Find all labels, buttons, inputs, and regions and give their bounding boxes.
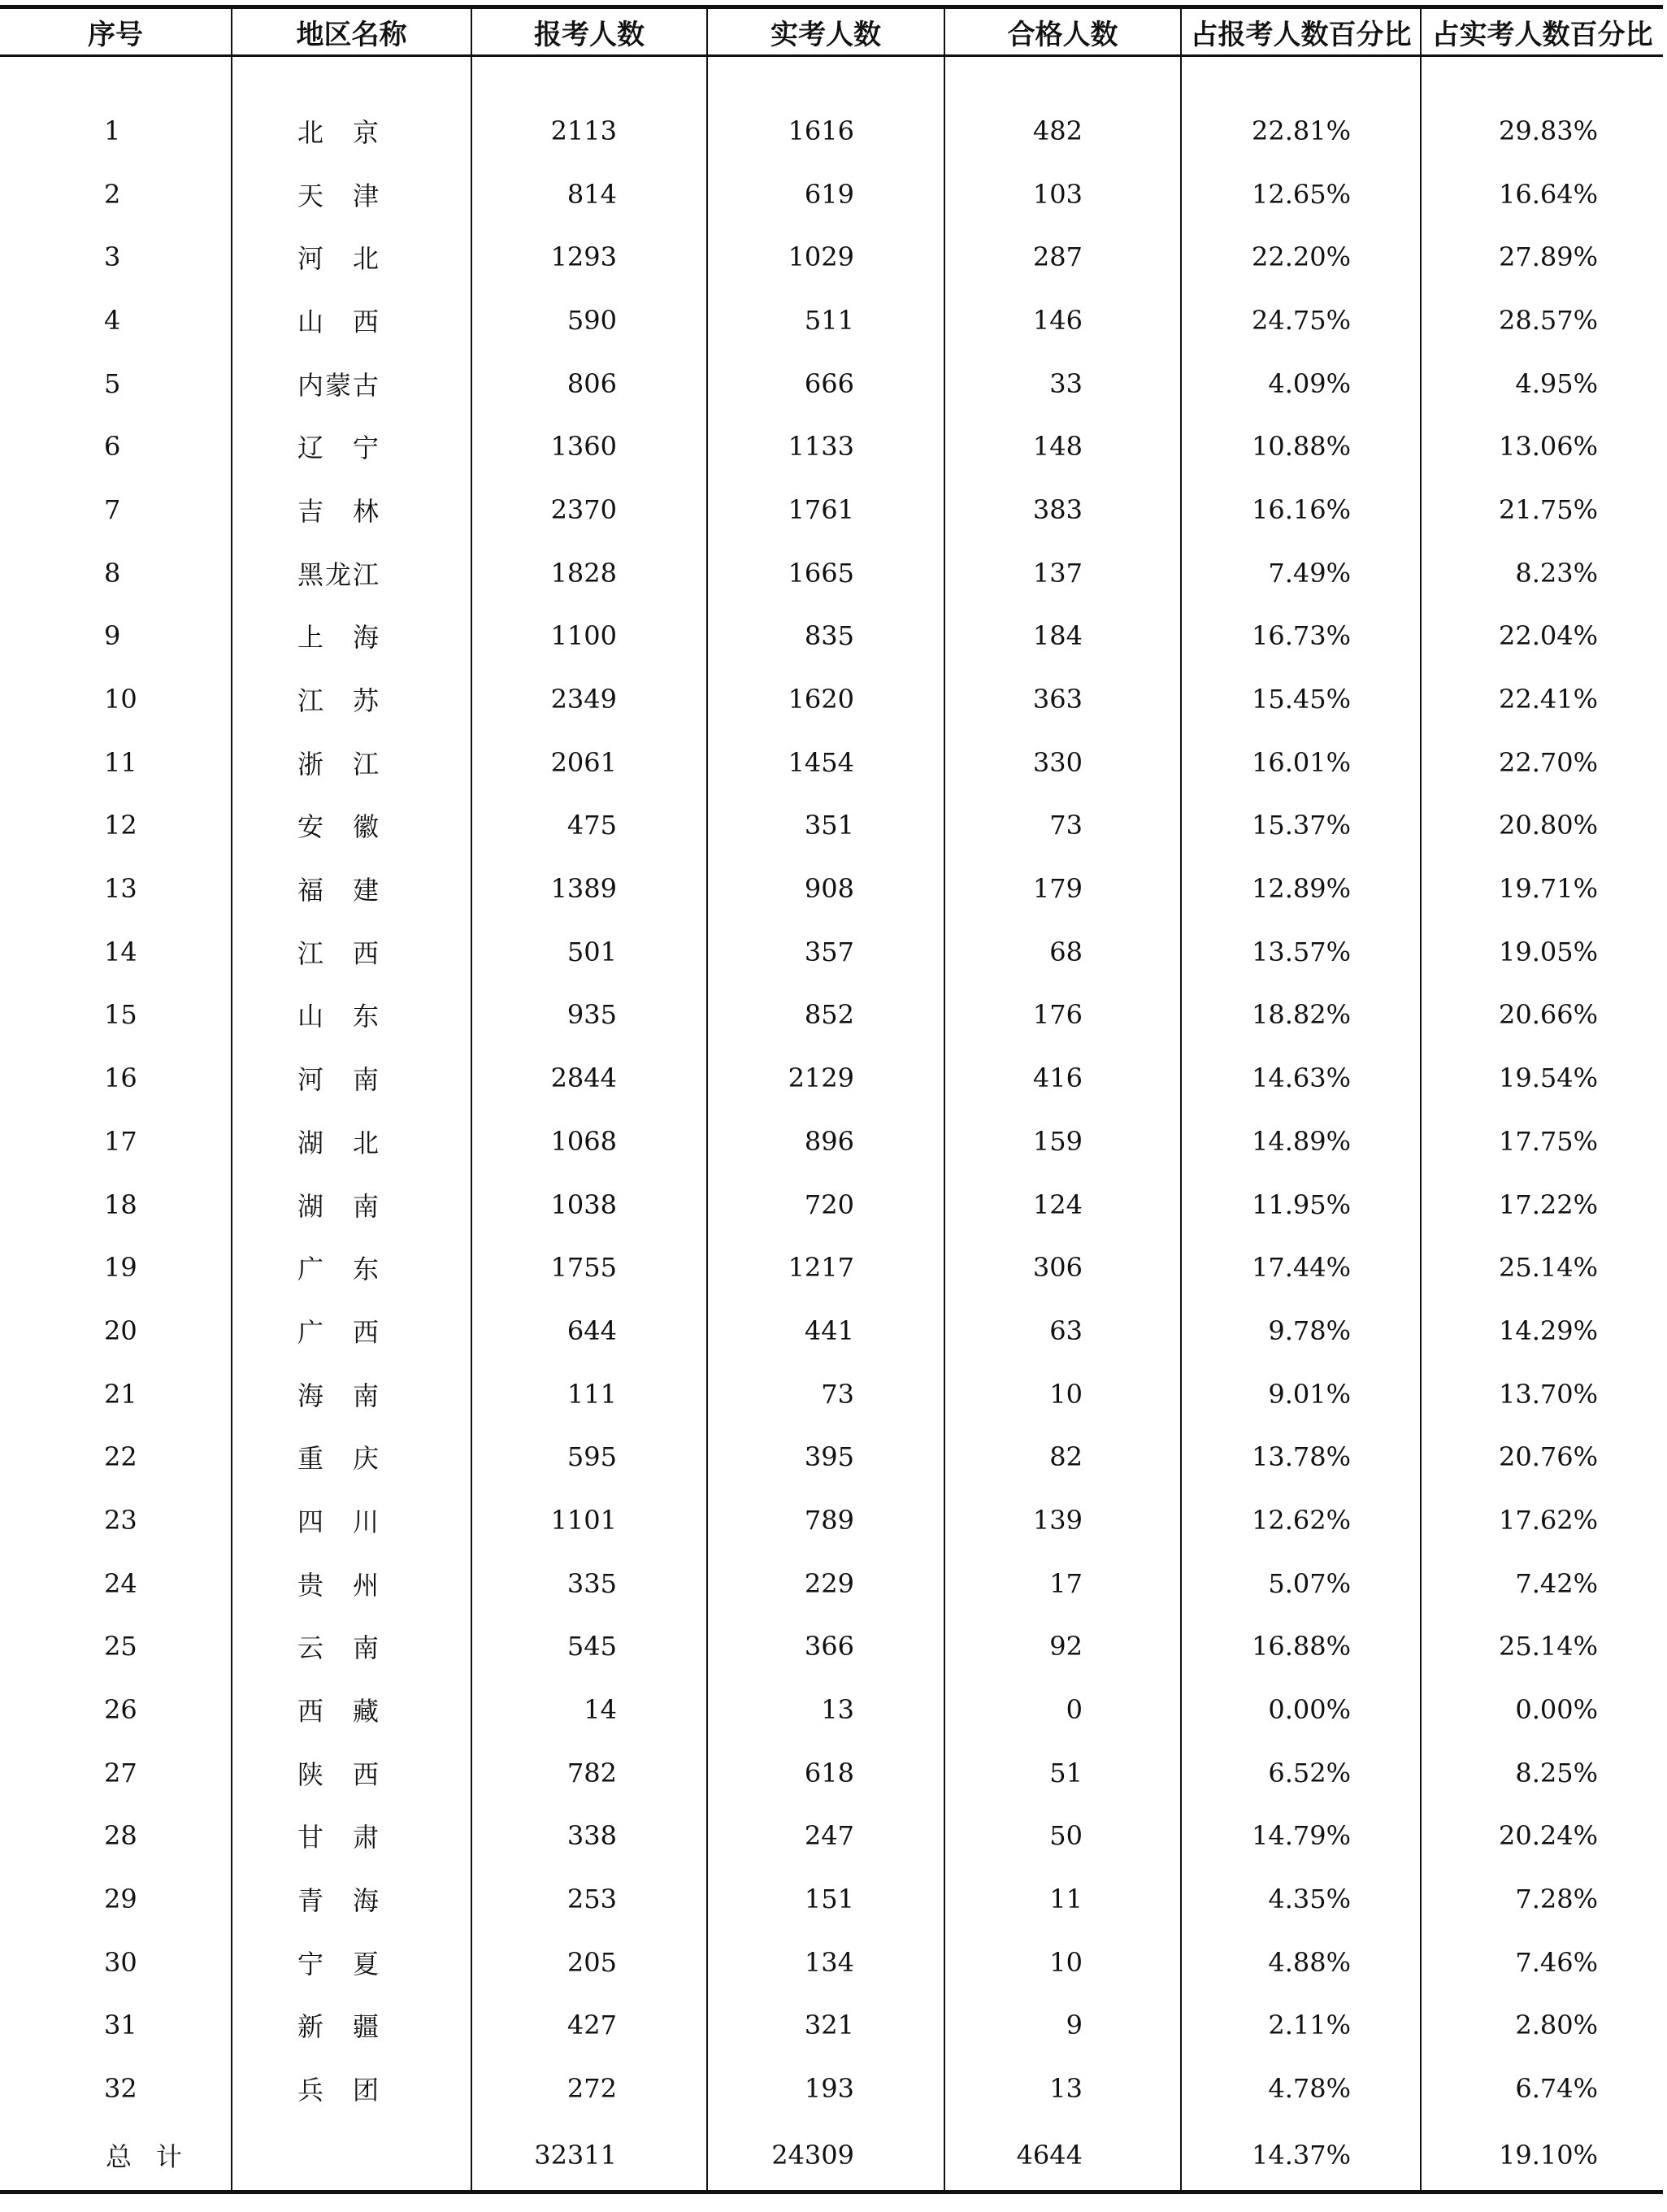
cell-pct-of-registered: 15.37% xyxy=(1181,794,1421,858)
cell-registered-count: 1101 xyxy=(471,1488,707,1552)
cell-pct-of-attended: 17.75% xyxy=(1421,1110,1663,1173)
cell-qualified-count: 9 xyxy=(944,1994,1181,2058)
cell-pct-of-attended: 4.95% xyxy=(1421,352,1663,415)
cell-registered-count: 2349 xyxy=(471,667,707,731)
cell-registered-count: 2061 xyxy=(471,731,707,794)
cell-pct-of-attended: 25.14% xyxy=(1421,1236,1663,1299)
table-row xyxy=(0,478,1663,541)
cell-region-name: 福 建 xyxy=(232,857,471,920)
cell-attended-count: 193 xyxy=(707,2057,944,2120)
cell-region-name: 西 藏 xyxy=(232,1678,471,1741)
cell-pct-of-registered: 9.01% xyxy=(1181,1362,1421,1426)
cell-pct-of-registered: 4.88% xyxy=(1181,1931,1421,1994)
cell-pct-of-attended: 14.29% xyxy=(1421,1299,1663,1362)
cell-attended-count: 1133 xyxy=(707,415,944,478)
table-row xyxy=(0,794,1663,858)
cell-attended-count: 2129 xyxy=(707,1046,944,1110)
table-row xyxy=(0,1931,1663,1994)
table-row xyxy=(0,1994,1663,2058)
cell-registered-count: 1068 xyxy=(471,1110,707,1173)
cell-attended-count: 789 xyxy=(707,1488,944,1552)
total-attended-count: 24309 xyxy=(707,2120,944,2192)
cell-region-name: 湖 北 xyxy=(232,1110,471,1173)
cell-qualified-count: 82 xyxy=(944,1425,1181,1488)
cell-pct-of-attended: 6.74% xyxy=(1421,2057,1663,2120)
cell-serial-number: 17 xyxy=(0,1110,232,1173)
header-row xyxy=(0,7,1663,56)
cell-pct-of-registered: 24.75% xyxy=(1181,289,1421,352)
header-attended-count: 实考人数 xyxy=(707,7,944,56)
cell-qualified-count: 416 xyxy=(944,1046,1181,1110)
cell-registered-count: 2844 xyxy=(471,1046,707,1110)
table-row xyxy=(0,225,1663,289)
cell-serial-number: 3 xyxy=(0,225,232,289)
cell-registered-count: 590 xyxy=(471,289,707,352)
cell-pct-of-registered: 12.65% xyxy=(1181,163,1421,226)
cell-pct-of-registered: 14.63% xyxy=(1181,1046,1421,1110)
cell-qualified-count: 306 xyxy=(944,1236,1181,1299)
table-row xyxy=(0,1552,1663,1615)
cell-pct-of-attended: 13.06% xyxy=(1421,415,1663,478)
total-pct-of-attended: 19.10% xyxy=(1421,2120,1663,2192)
cell-serial-number: 22 xyxy=(0,1425,232,1488)
cell-attended-count: 720 xyxy=(707,1173,944,1236)
cell-serial-number: 30 xyxy=(0,1931,232,1994)
cell-qualified-count: 92 xyxy=(944,1615,1181,1679)
table-row xyxy=(0,984,1663,1047)
cell-qualified-count: 63 xyxy=(944,1299,1181,1362)
cell-registered-count: 14 xyxy=(471,1678,707,1741)
cell-registered-count: 1100 xyxy=(471,605,707,668)
cell-serial-number: 6 xyxy=(0,415,232,478)
cell-serial-number: 21 xyxy=(0,1362,232,1426)
cell-pct-of-registered: 0.00% xyxy=(1181,1678,1421,1741)
cell-serial-number: 23 xyxy=(0,1488,232,1552)
cell-pct-of-attended: 8.25% xyxy=(1421,1741,1663,1805)
cell-registered-count: 1360 xyxy=(471,415,707,478)
cell-registered-count: 595 xyxy=(471,1425,707,1488)
exam-results-table xyxy=(0,5,1663,2194)
table-row xyxy=(0,667,1663,731)
cell-attended-count: 852 xyxy=(707,984,944,1047)
cell-pct-of-attended: 19.05% xyxy=(1421,920,1663,984)
cell-region-name: 吉 林 xyxy=(232,478,471,541)
cell-attended-count: 1029 xyxy=(707,225,944,289)
cell-region-name: 辽 宁 xyxy=(232,415,471,478)
spacer-row xyxy=(0,56,1663,100)
table-row xyxy=(0,857,1663,920)
table-row xyxy=(0,1678,1663,1741)
cell-serial-number: 28 xyxy=(0,1805,232,1868)
cell-qualified-count: 330 xyxy=(944,731,1181,794)
cell-pct-of-attended: 19.71% xyxy=(1421,857,1663,920)
cell-qualified-count: 383 xyxy=(944,478,1181,541)
cell-pct-of-attended: 20.66% xyxy=(1421,984,1663,1047)
cell-registered-count: 2370 xyxy=(471,478,707,541)
cell-attended-count: 619 xyxy=(707,163,944,226)
cell-region-name: 青 海 xyxy=(232,1867,471,1931)
cell-qualified-count: 0 xyxy=(944,1678,1181,1741)
header-pct-of-attended: 占实考人数百分比 xyxy=(1421,7,1663,56)
cell-pct-of-registered: 4.35% xyxy=(1181,1867,1421,1931)
cell-serial-number: 27 xyxy=(0,1741,232,1805)
cell-qualified-count: 11 xyxy=(944,1867,1181,1931)
cell-pct-of-attended: 8.23% xyxy=(1421,541,1663,605)
cell-region-name: 宁 夏 xyxy=(232,1931,471,1994)
cell-registered-count: 545 xyxy=(471,1615,707,1679)
cell-pct-of-attended: 19.54% xyxy=(1421,1046,1663,1110)
cell-region-name: 黑龙江 xyxy=(232,541,471,605)
table-row xyxy=(0,731,1663,794)
cell-pct-of-attended: 27.89% xyxy=(1421,225,1663,289)
cell-qualified-count: 13 xyxy=(944,2057,1181,2120)
cell-pct-of-registered: 6.52% xyxy=(1181,1741,1421,1805)
cell-region-name: 云 南 xyxy=(232,1615,471,1679)
cell-attended-count: 351 xyxy=(707,794,944,858)
cell-qualified-count: 51 xyxy=(944,1741,1181,1805)
cell-qualified-count: 482 xyxy=(944,99,1181,163)
cell-registered-count: 782 xyxy=(471,1741,707,1805)
cell-registered-count: 427 xyxy=(471,1994,707,2058)
cell-registered-count: 1389 xyxy=(471,857,707,920)
cell-registered-count: 475 xyxy=(471,794,707,858)
cell-pct-of-registered: 22.81% xyxy=(1181,99,1421,163)
cell-region-name: 海 南 xyxy=(232,1362,471,1426)
cell-pct-of-registered: 4.09% xyxy=(1181,352,1421,415)
cell-pct-of-attended: 7.42% xyxy=(1421,1552,1663,1615)
cell-qualified-count: 137 xyxy=(944,541,1181,605)
cell-attended-count: 908 xyxy=(707,857,944,920)
cell-attended-count: 13 xyxy=(707,1678,944,1741)
cell-registered-count: 253 xyxy=(471,1867,707,1931)
cell-registered-count: 935 xyxy=(471,984,707,1047)
cell-attended-count: 1665 xyxy=(707,541,944,605)
cell-region-name: 广 东 xyxy=(232,1236,471,1299)
cell-attended-count: 511 xyxy=(707,289,944,352)
cell-serial-number: 25 xyxy=(0,1615,232,1679)
cell-registered-count: 1293 xyxy=(471,225,707,289)
cell-registered-count: 1828 xyxy=(471,541,707,605)
cell-qualified-count: 179 xyxy=(944,857,1181,920)
cell-qualified-count: 184 xyxy=(944,605,1181,668)
table-row xyxy=(0,352,1663,415)
cell-registered-count: 1038 xyxy=(471,1173,707,1236)
table-row xyxy=(0,2057,1663,2120)
cell-registered-count: 2113 xyxy=(471,99,707,163)
cell-pct-of-attended: 29.83% xyxy=(1421,99,1663,163)
total-label: 总计 xyxy=(0,2120,232,2192)
cell-qualified-count: 33 xyxy=(944,352,1181,415)
cell-region-name: 重 庆 xyxy=(232,1425,471,1488)
cell-serial-number: 14 xyxy=(0,920,232,984)
table-row xyxy=(0,289,1663,352)
cell-qualified-count: 124 xyxy=(944,1173,1181,1236)
cell-pct-of-registered: 13.78% xyxy=(1181,1425,1421,1488)
table-row xyxy=(0,99,1663,163)
cell-serial-number: 5 xyxy=(0,352,232,415)
cell-registered-count: 814 xyxy=(471,163,707,226)
cell-pct-of-attended: 17.22% xyxy=(1421,1173,1663,1236)
cell-attended-count: 134 xyxy=(707,1931,944,1994)
cell-serial-number: 10 xyxy=(0,667,232,731)
cell-serial-number: 29 xyxy=(0,1867,232,1931)
cell-pct-of-registered: 14.79% xyxy=(1181,1805,1421,1868)
table-row xyxy=(0,1867,1663,1931)
table-row xyxy=(0,1805,1663,1868)
cell-pct-of-registered: 2.11% xyxy=(1181,1994,1421,2058)
cell-qualified-count: 363 xyxy=(944,667,1181,731)
cell-attended-count: 73 xyxy=(707,1362,944,1426)
cell-attended-count: 666 xyxy=(707,352,944,415)
table-row xyxy=(0,541,1663,605)
cell-registered-count: 205 xyxy=(471,1931,707,1994)
table-row xyxy=(0,1173,1663,1236)
cell-pct-of-attended: 17.62% xyxy=(1421,1488,1663,1552)
cell-serial-number: 4 xyxy=(0,289,232,352)
cell-region-name: 陕 西 xyxy=(232,1741,471,1805)
cell-pct-of-registered: 22.20% xyxy=(1181,225,1421,289)
cell-serial-number: 26 xyxy=(0,1678,232,1741)
cell-attended-count: 1761 xyxy=(707,478,944,541)
cell-region-name: 内蒙古 xyxy=(232,352,471,415)
cell-pct-of-registered: 16.73% xyxy=(1181,605,1421,668)
cell-registered-count: 1755 xyxy=(471,1236,707,1299)
cell-pct-of-attended: 21.75% xyxy=(1421,478,1663,541)
cell-qualified-count: 50 xyxy=(944,1805,1181,1868)
cell-qualified-count: 148 xyxy=(944,415,1181,478)
cell-pct-of-registered: 7.49% xyxy=(1181,541,1421,605)
cell-attended-count: 835 xyxy=(707,605,944,668)
cell-pct-of-registered: 16.16% xyxy=(1181,478,1421,541)
cell-pct-of-attended: 16.64% xyxy=(1421,163,1663,226)
cell-qualified-count: 159 xyxy=(944,1110,1181,1173)
cell-serial-number: 9 xyxy=(0,605,232,668)
cell-pct-of-attended: 20.80% xyxy=(1421,794,1663,858)
cell-region-name: 河 南 xyxy=(232,1046,471,1110)
table-row xyxy=(0,1110,1663,1173)
cell-qualified-count: 103 xyxy=(944,163,1181,226)
table-row xyxy=(0,1488,1663,1552)
cell-pct-of-registered: 16.88% xyxy=(1181,1615,1421,1679)
cell-serial-number: 18 xyxy=(0,1173,232,1236)
cell-pct-of-registered: 14.89% xyxy=(1181,1110,1421,1173)
cell-region-name: 河 北 xyxy=(232,225,471,289)
cell-pct-of-registered: 15.45% xyxy=(1181,667,1421,731)
cell-qualified-count: 10 xyxy=(944,1931,1181,1994)
cell-pct-of-registered: 9.78% xyxy=(1181,1299,1421,1362)
cell-pct-of-registered: 4.78% xyxy=(1181,2057,1421,2120)
cell-region-name: 甘 肃 xyxy=(232,1805,471,1868)
table-body xyxy=(0,56,1663,2192)
cell-serial-number: 8 xyxy=(0,541,232,605)
header-pct-of-registered: 占报考人数百分比 xyxy=(1181,7,1421,56)
header-region-name: 地区名称 xyxy=(232,7,471,56)
cell-region-name: 四 川 xyxy=(232,1488,471,1552)
cell-attended-count: 366 xyxy=(707,1615,944,1679)
cell-registered-count: 335 xyxy=(471,1552,707,1615)
table-row xyxy=(0,415,1663,478)
cell-attended-count: 321 xyxy=(707,1994,944,2058)
cell-region-name: 湖 南 xyxy=(232,1173,471,1236)
cell-registered-count: 111 xyxy=(471,1362,707,1426)
cell-pct-of-registered: 12.89% xyxy=(1181,857,1421,920)
table-row xyxy=(0,163,1663,226)
cell-region-name: 江 苏 xyxy=(232,667,471,731)
cell-attended-count: 395 xyxy=(707,1425,944,1488)
header-serial-number: 序号 xyxy=(0,7,232,56)
cell-qualified-count: 176 xyxy=(944,984,1181,1047)
cell-qualified-count: 73 xyxy=(944,794,1181,858)
cell-pct-of-attended: 20.24% xyxy=(1421,1805,1663,1868)
cell-pct-of-attended: 2.80% xyxy=(1421,1994,1663,2058)
table-row xyxy=(0,1046,1663,1110)
cell-pct-of-attended: 20.76% xyxy=(1421,1425,1663,1488)
table-row xyxy=(0,920,1663,984)
cell-pct-of-attended: 7.46% xyxy=(1421,1931,1663,1994)
table-row xyxy=(0,605,1663,668)
header-registered-count: 报考人数 xyxy=(471,7,707,56)
cell-registered-count: 272 xyxy=(471,2057,707,2120)
total-pct-of-registered: 14.37% xyxy=(1181,2120,1421,2192)
cell-serial-number: 32 xyxy=(0,2057,232,2120)
table-row xyxy=(0,1615,1663,1679)
cell-region-name: 上 海 xyxy=(232,605,471,668)
cell-registered-count: 501 xyxy=(471,920,707,984)
cell-pct-of-attended: 13.70% xyxy=(1421,1362,1663,1426)
total-qualified-count: 4644 xyxy=(944,2120,1181,2192)
table-row xyxy=(0,1362,1663,1426)
cell-pct-of-registered: 18.82% xyxy=(1181,984,1421,1047)
cell-region-name: 山 西 xyxy=(232,289,471,352)
cell-registered-count: 338 xyxy=(471,1805,707,1868)
cell-pct-of-attended: 28.57% xyxy=(1421,289,1663,352)
cell-pct-of-registered: 16.01% xyxy=(1181,731,1421,794)
cell-region-name: 江 西 xyxy=(232,920,471,984)
cell-attended-count: 618 xyxy=(707,1741,944,1805)
table-header xyxy=(0,7,1663,56)
cell-region-name: 新 疆 xyxy=(232,1994,471,2058)
cell-pct-of-attended: 7.28% xyxy=(1421,1867,1663,1931)
cell-attended-count: 1217 xyxy=(707,1236,944,1299)
table-row xyxy=(0,1299,1663,1362)
cell-qualified-count: 10 xyxy=(944,1362,1181,1426)
total-region-empty xyxy=(232,2120,471,2192)
cell-serial-number: 20 xyxy=(0,1299,232,1362)
cell-serial-number: 19 xyxy=(0,1236,232,1299)
cell-attended-count: 247 xyxy=(707,1805,944,1868)
cell-serial-number: 15 xyxy=(0,984,232,1047)
table-row xyxy=(0,1425,1663,1488)
cell-attended-count: 151 xyxy=(707,1867,944,1931)
cell-pct-of-attended: 22.41% xyxy=(1421,667,1663,731)
cell-qualified-count: 146 xyxy=(944,289,1181,352)
cell-serial-number: 7 xyxy=(0,478,232,541)
table-row xyxy=(0,1236,1663,1299)
cell-serial-number: 31 xyxy=(0,1994,232,2058)
cell-qualified-count: 287 xyxy=(944,225,1181,289)
cell-attended-count: 1454 xyxy=(707,731,944,794)
header-qualified-count: 合格人数 xyxy=(944,7,1181,56)
cell-region-name: 天 津 xyxy=(232,163,471,226)
cell-qualified-count: 68 xyxy=(944,920,1181,984)
cell-pct-of-attended: 0.00% xyxy=(1421,1678,1663,1741)
cell-region-name: 浙 江 xyxy=(232,731,471,794)
cell-serial-number: 13 xyxy=(0,857,232,920)
cell-attended-count: 357 xyxy=(707,920,944,984)
cell-region-name: 广 西 xyxy=(232,1299,471,1362)
cell-region-name: 安 徽 xyxy=(232,794,471,858)
cell-attended-count: 229 xyxy=(707,1552,944,1615)
cell-serial-number: 2 xyxy=(0,163,232,226)
cell-pct-of-attended: 22.70% xyxy=(1421,731,1663,794)
cell-region-name: 贵 州 xyxy=(232,1552,471,1615)
cell-pct-of-registered: 13.57% xyxy=(1181,920,1421,984)
cell-registered-count: 644 xyxy=(471,1299,707,1362)
cell-serial-number: 24 xyxy=(0,1552,232,1615)
cell-serial-number: 16 xyxy=(0,1046,232,1110)
cell-pct-of-registered: 10.88% xyxy=(1181,415,1421,478)
cell-attended-count: 1616 xyxy=(707,99,944,163)
cell-attended-count: 441 xyxy=(707,1299,944,1362)
cell-region-name: 兵 团 xyxy=(232,2057,471,2120)
cell-pct-of-registered: 12.62% xyxy=(1181,1488,1421,1552)
table-row xyxy=(0,1741,1663,1805)
cell-qualified-count: 139 xyxy=(944,1488,1181,1552)
cell-serial-number: 11 xyxy=(0,731,232,794)
cell-qualified-count: 17 xyxy=(944,1552,1181,1615)
cell-serial-number: 1 xyxy=(0,99,232,163)
cell-attended-count: 1620 xyxy=(707,667,944,731)
cell-pct-of-attended: 22.04% xyxy=(1421,605,1663,668)
cell-pct-of-attended: 25.14% xyxy=(1421,1615,1663,1679)
cell-serial-number: 12 xyxy=(0,794,232,858)
cell-pct-of-registered: 17.44% xyxy=(1181,1236,1421,1299)
cell-registered-count: 806 xyxy=(471,352,707,415)
cell-region-name: 北 京 xyxy=(232,99,471,163)
cell-pct-of-registered: 5.07% xyxy=(1181,1552,1421,1615)
total-row xyxy=(0,2120,1663,2192)
cell-attended-count: 896 xyxy=(707,1110,944,1173)
cell-region-name: 山 东 xyxy=(232,984,471,1047)
total-registered-count: 32311 xyxy=(471,2120,707,2192)
cell-pct-of-registered: 11.95% xyxy=(1181,1173,1421,1236)
